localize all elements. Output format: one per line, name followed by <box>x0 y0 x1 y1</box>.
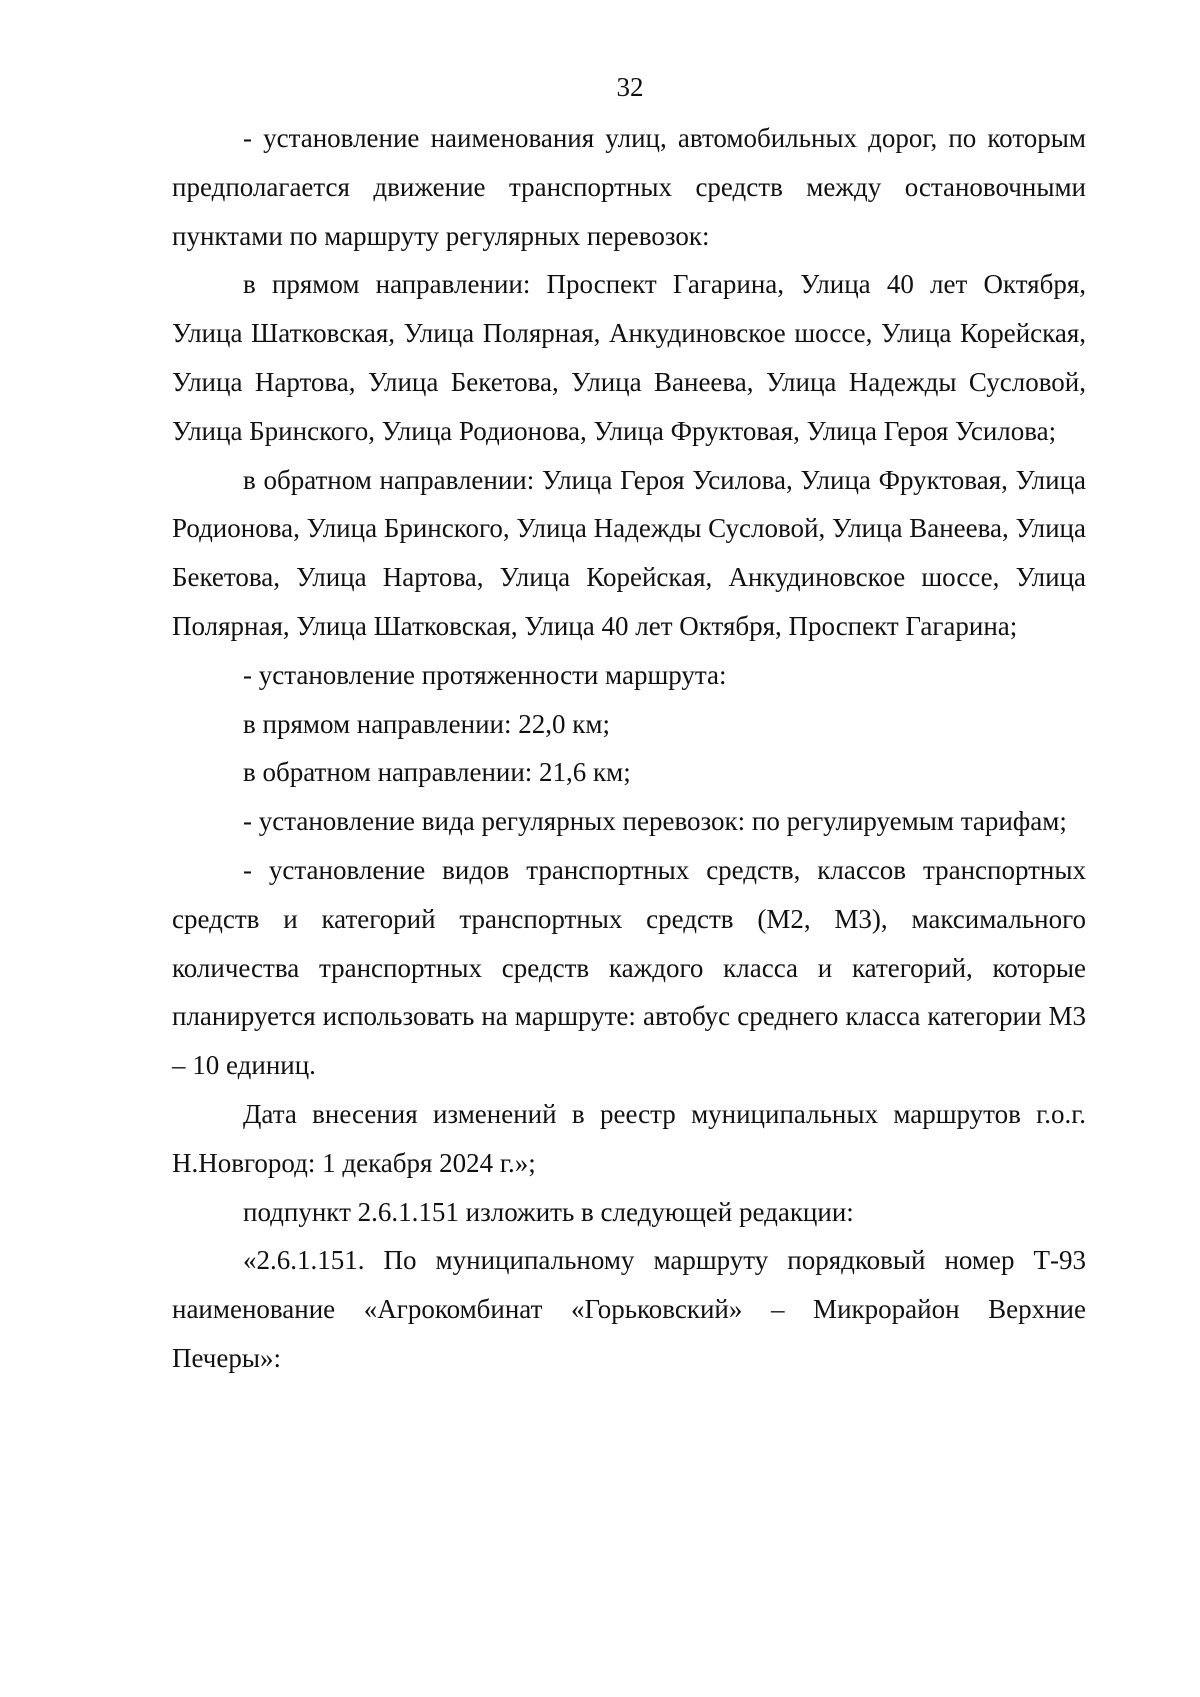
page-number: 32 <box>616 72 644 102</box>
paragraph-reverse-length: в обратном направлении: 21,6 км; <box>243 757 631 788</box>
paragraph-registry-date: Дата внесения изменений в реестр муниципальных маршрутов г.о.г. Н.Новгород: 1 декабря 2024 г.»; <box>172 1098 1086 1178</box>
paragraph-street-names-intro: - установление наименования улиц, автомобильных дорог, по которым предполагается движение транспортных средств между остановочными пунктами по маршруту регулярных перевозок: <box>172 123 1086 251</box>
paragraph-vehicle-classes: - установление видов транспортных средств, классов транспортных средств и категорий транспортных средств (М2, М3), максимального количества транспортных средств каждого класса и категорий, которые планируется использовать на маршруте: автобус среднего класса категории М3 – 10 единиц. <box>172 854 1086 1081</box>
paragraph-subclause-intro: подпункт 2.6.1.151 изложить в следующей редакции: <box>243 1196 854 1227</box>
paragraph-transport-type: - установление вида регулярных перевозок: по регулируемым тарифам; <box>243 806 1067 837</box>
document-body <box>172 114 1086 1383</box>
paragraph-route-length-intro: - установление протяженности маршрута: <box>243 659 727 690</box>
paragraph-forward-direction-streets: в прямом направлении: Проспект Гагарина, Улица 40 лет Октября, Улица Шатковская, Улица Полярная, Анкудиновское шоссе, Улица Корейская, Улица Нартова, Улица Бекетова, Улица Ванеева, Улица Надежды Сусловой, Улица Бринского, Улица Родионова, Улица Фруктовая, Улица Героя Усилова; <box>172 269 1086 446</box>
paragraph-subclause-2-6-1-151: «2.6.1.151. По муниципальному маршруту порядковый номер Т-93 наименование «Агрокомбинат «Горьковский» – Микрорайон Верхние Печеры»: <box>172 1245 1086 1373</box>
paragraph-reverse-direction-streets: в обратном направлении: Улица Героя Усилова, Улица Фруктовая, Улица Родионова, Улица Бринского, Улица Надежды Сусловой, Улица Ванеева, Улица Бекетова, Улица Нартова, Улица Корейская, Анкудиновское шоссе, Улица Полярная, Улица Шатковская, Улица 40 лет Октября, Проспект Гагарина; <box>172 464 1086 641</box>
paragraph-forward-length: в прямом направлении: 22,0 км; <box>243 708 610 739</box>
